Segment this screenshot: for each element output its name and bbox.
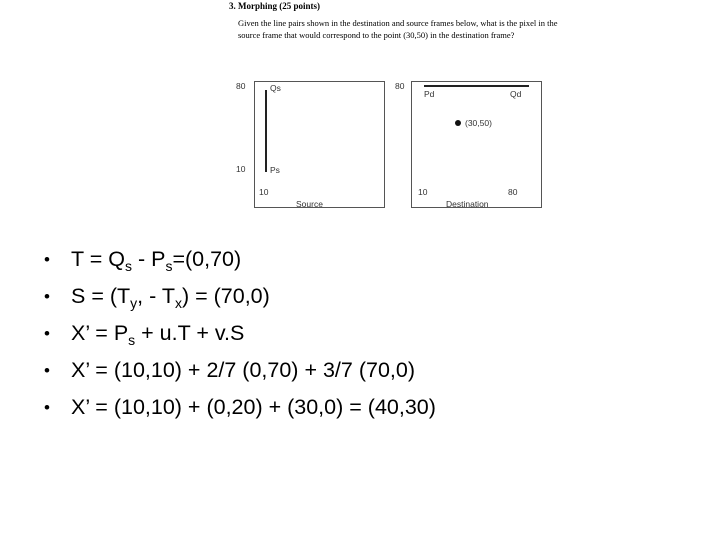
destination-frame (411, 81, 542, 208)
source-frame (254, 81, 385, 208)
problem-heading: 3. Morphing (25 points) (229, 1, 321, 11)
solution-bullet-list (44, 241, 436, 426)
bullet-x-substituted: • X’ = (10,10) + 2/7 (0,70) + 3/7 (70,0) (44, 352, 436, 389)
source-line-segment (265, 90, 267, 172)
source-ps-label: Ps (270, 165, 280, 175)
destination-line-segment (424, 85, 529, 87)
source-qs-label: Qs (270, 83, 281, 93)
source-caption: Source (296, 199, 323, 209)
destination-qd-label: Qd (510, 89, 522, 99)
source-x-left-label: 10 (259, 187, 269, 197)
problem-snippet (222, 0, 562, 215)
bullet-s: • $S = (T_y$, - $T_x) = (70,0)$ (44, 278, 436, 315)
bullet-dot: • (44, 398, 50, 417)
destination-x-right-label: 80 (508, 187, 518, 197)
destination-x-left-label: 10 (418, 187, 428, 197)
destination-point-marker (455, 120, 461, 126)
destination-point-label: (30,50) (465, 118, 492, 128)
source-y-top-label: 80 (236, 81, 246, 91)
bullet-dot: • (44, 361, 50, 380)
bullet-dot: • (44, 324, 50, 343)
destination-y-top-label: 80 (395, 81, 405, 91)
bullet-x-formula: • X’ = $P_s + u.T + v.S$ (44, 315, 436, 352)
problem-question: Given the line pairs shown in the destination and source frames below, what is the pixel in the source frame that would correspond to the point (30,50) in the destination frame? (238, 18, 558, 40)
bullet-x-result: • X’ = (10,10) + (0,20) + (30,0) = (40,30) (44, 389, 436, 426)
destination-pd-label: Pd (424, 89, 435, 99)
bullet-t: • $T = Q_s - P_s=(0,70)$ (44, 241, 436, 278)
source-y-bottom-label: 10 (236, 164, 246, 174)
bullet-dot: • (44, 287, 50, 306)
destination-caption: Destination (446, 199, 489, 209)
bullet-dot: • (44, 250, 50, 269)
